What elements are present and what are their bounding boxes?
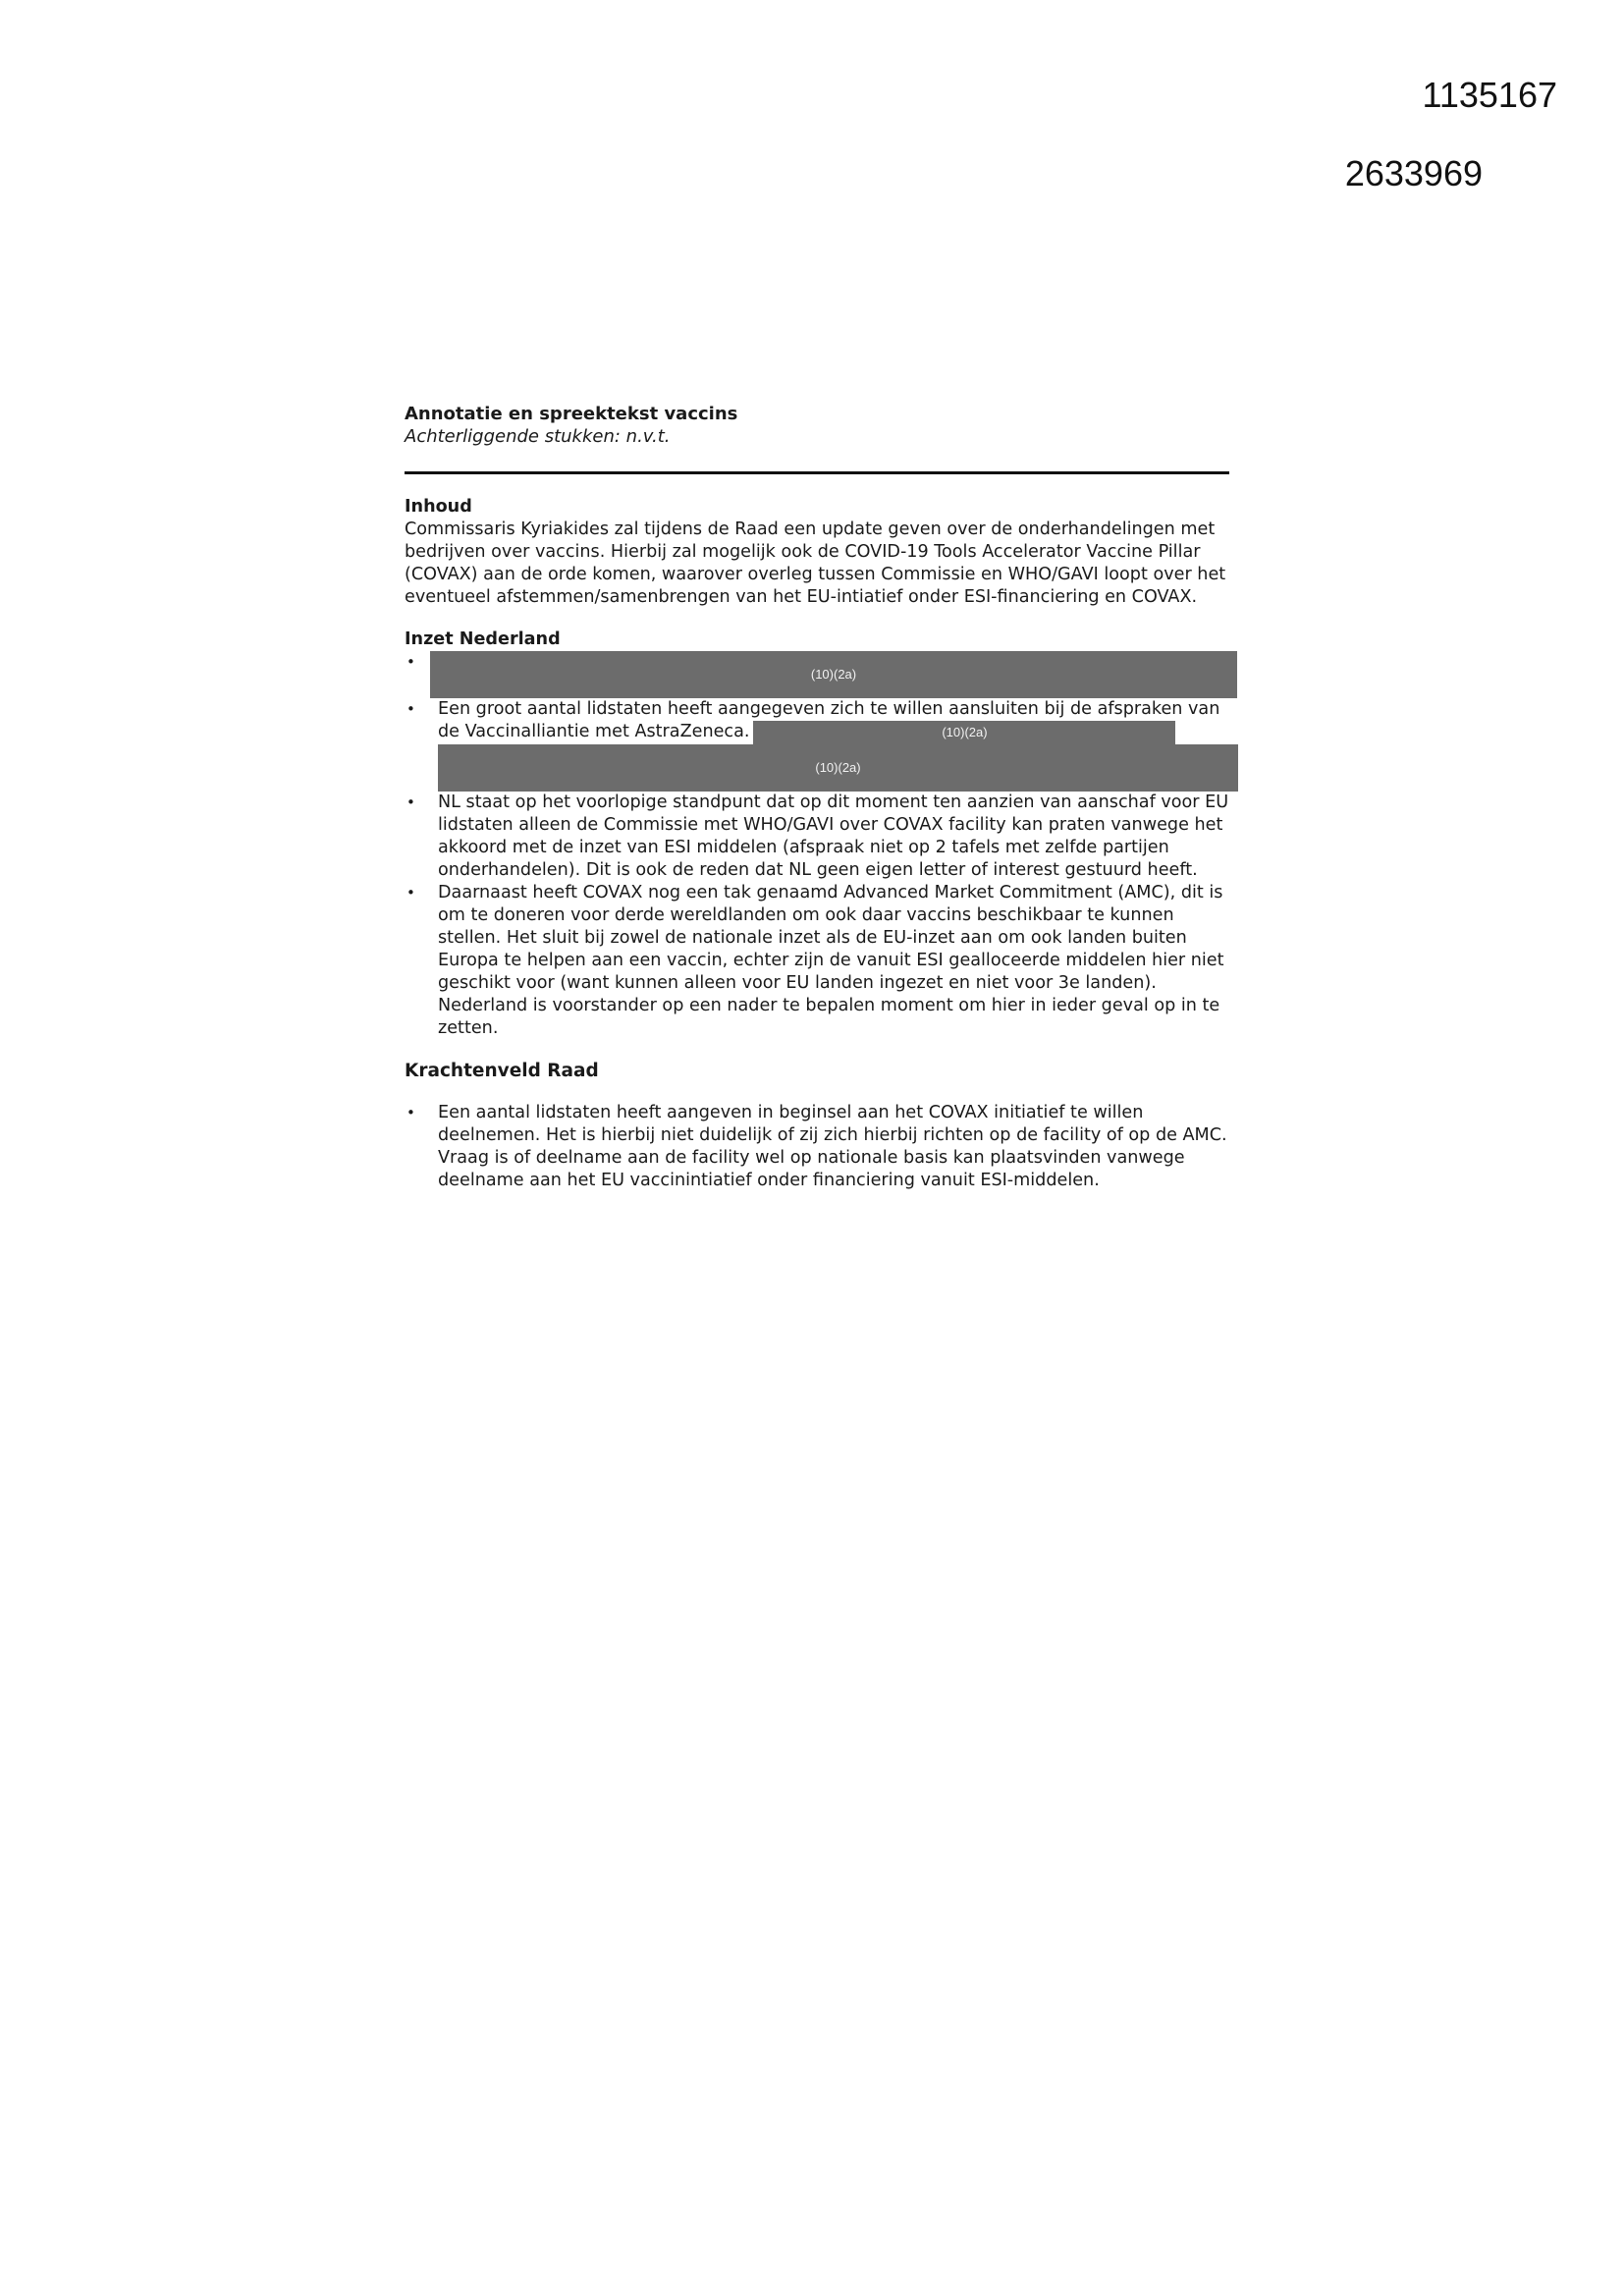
list-item [405, 1102, 1234, 1192]
reference-number: 2633969 [1344, 153, 1483, 193]
document-title: Annotatie en spreektekst vaccins [405, 404, 738, 424]
bullet-text: Een groot aantal lidstaten heeft aangegeven zich te willen aansluiten bij de afspraken van de Vaccinalliantie met AstraZeneca. [438, 699, 1220, 741]
redaction-block: (10)(2a) [438, 744, 1238, 792]
document-body [405, 403, 1234, 1192]
bullet-text: Een aantal lidstaten heeft aangeven in beginsel aan het COVAX initiatief te willen deelnemen. Het is hierbij niet duidelijk of zij zich hierbij richten op de facility of op de AMC. Vraag is of deelname aan de facility wel op nationale basis kan plaatsvinden vanwege deelname aan het EU vaccinintiatief onder financiering vanuit ESI-middelen. [438, 1103, 1227, 1190]
krachtenveld-bullet-list [405, 1102, 1234, 1192]
bullet-icon: • [406, 793, 415, 811]
bullet-text: Daarnaast heeft COVAX nog een tak genaamd Advanced Market Commitment (AMC), dit is om te doneren voor derde wereldlanden om ook daar vaccins beschikbaar te kunnen stellen. Het sluit bij zowel de nationale inzet als de EU-inzet aan om ook landen buiten Europa te helpen aan een vaccin, echter zijn de vanuit ESI gealloceerde middelen hier niet geschikt voor (want kunnen alleen voor EU landen ingezet en niet voor 3e landen). Nederland is voorstander op een nader te bepalen moment om hier in ieder geval op in te zetten. [438, 883, 1224, 1038]
redaction-block: (10)(2a) [430, 651, 1237, 698]
section-heading-inzet: Inzet Nederland [405, 629, 561, 649]
list-item [405, 698, 1234, 792]
list-item [405, 792, 1234, 882]
redaction-inline: (10)(2a) [753, 721, 1175, 744]
divider [405, 471, 1229, 474]
list-item [405, 651, 1234, 698]
bullet-text: NL staat op het voorlopige standpunt dat op dit moment ten aanzien van aanschaf voor EU lidstaten alleen de Commissie met WHO/GAVI over COVAX facility kan praten vanwege het akkoord met de inzet van ESI middelen (afspraak niet op 2 tafels met zelfde partijen onderhandelen). Dit is ook de reden dat NL geen eigen letter of interest gestuurd heeft. [438, 793, 1229, 880]
document-subtitle: Achterliggende stukken: n.v.t. [405, 426, 671, 447]
section-heading-inhoud: Inhoud [405, 497, 472, 517]
bullet-icon: • [406, 700, 415, 718]
section-heading-krachtenveld: Krachtenveld Raad [405, 1061, 599, 1081]
bullet-icon: • [406, 653, 415, 671]
bullet-icon: • [406, 1104, 415, 1121]
document-number: 1135167 [1422, 75, 1557, 115]
inzet-bullet-list [405, 651, 1234, 1040]
section-body-inhoud: Commissaris Kyriakides zal tijdens de Raad een update geven over de onderhandelingen met bedrijven over vaccins. Hierbij zal mogelijk ook de COVID-19 Tools Accelerator Vaccine Pillar (COVAX) aan de orde komen, waarover overleg tussen Commissie en WHO/GAVI loopt over het eventueel afstemmen/samenbrengen van het EU-intiatief onder ESI-financiering en COVAX. [405, 519, 1226, 607]
bullet-icon: • [406, 884, 415, 902]
list-item [405, 882, 1234, 1040]
